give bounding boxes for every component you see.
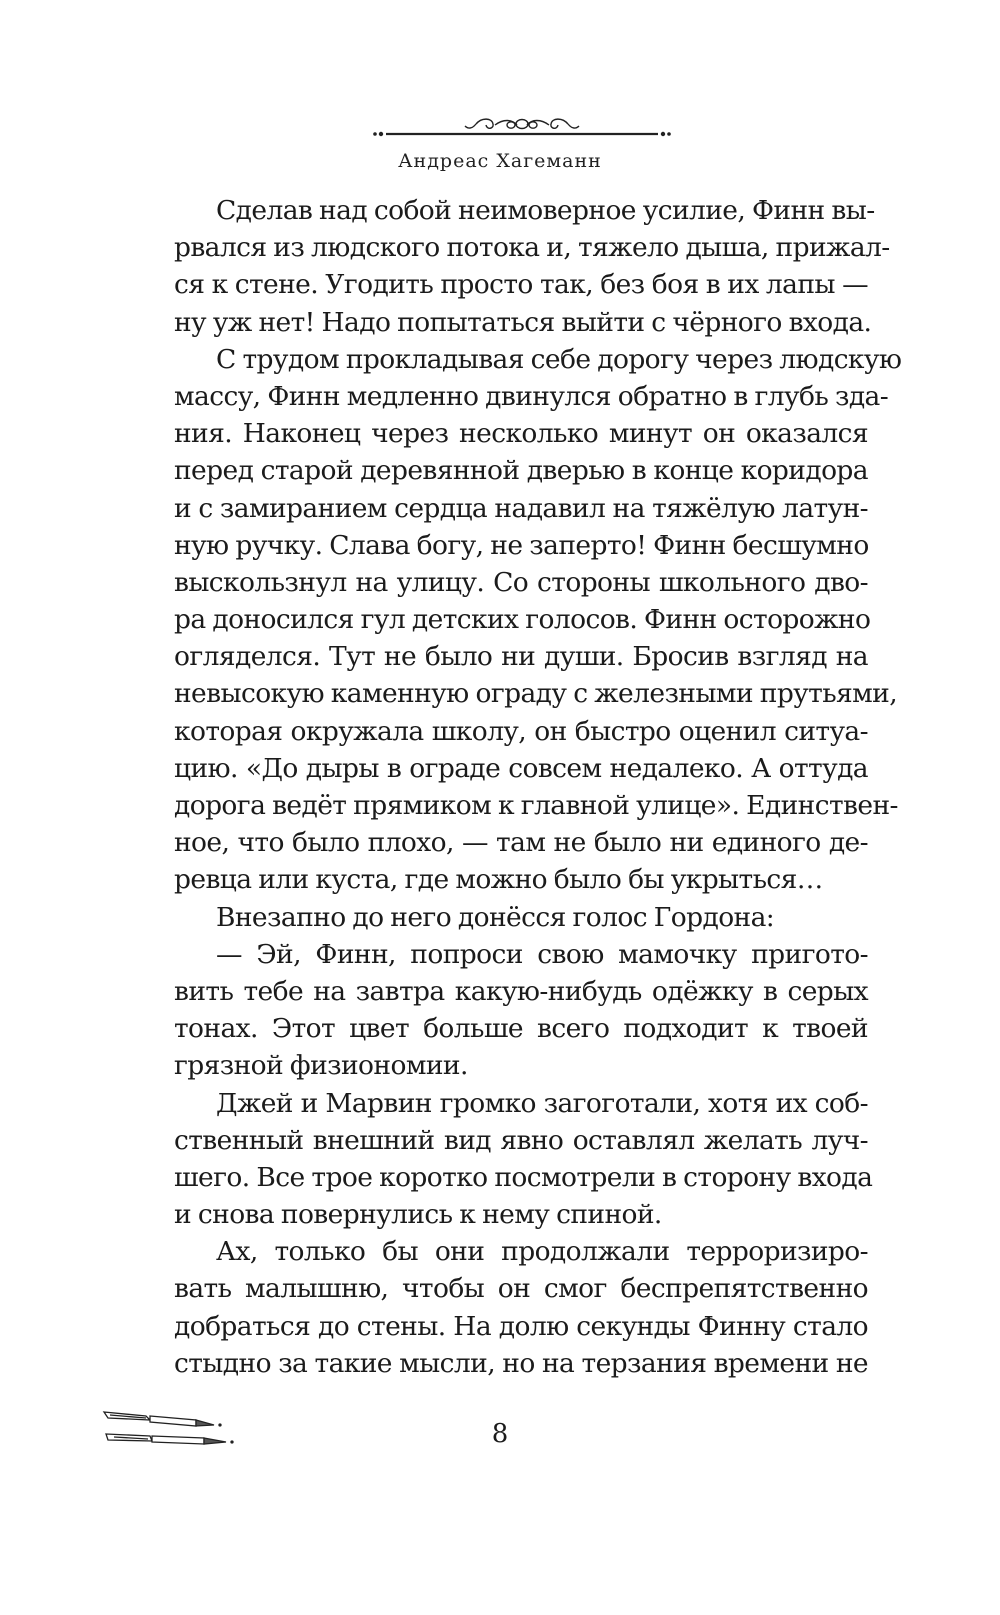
text-line: перед старой деревянной дверью в конце коридора [174,455,868,487]
text-line: стыдно за такие мысли, но на терзания времени не [174,1347,868,1379]
body-text [174,192,902,1382]
text-line: шего. Все трое коротко посмотрели в сторону входа [174,1161,873,1193]
text-line: ное, что было плохо, — там не было ни единого де- [174,827,868,859]
text-line: Джей и Марвин громко загоготали, хотя их соб- [216,1087,868,1119]
text-line: тонах. Этот цвет больше всего подходит к твоей [174,1013,868,1045]
header-ornament-icon [372,114,672,146]
text-line: — Эй, Финн, попроси свою мамочку пригото- [216,938,868,970]
paragraph [174,1085,873,1234]
text-line: рвался из людского потока и, тяжело дыша, прижал- [174,232,890,264]
running-head-author: Андреас Хагеманн [398,150,602,172]
text-line: Ах, только бы они продолжали терроризиро- [216,1236,868,1268]
text-line: огляделся. Тут не было ни души. Бросив взгляд на [174,641,868,673]
text-line: ра доносился гул детских голосов. Финн осторожно [174,604,871,636]
text-line: ную ручку. Слава богу, не заперто! Финн бесшумно [174,529,869,561]
page-number: 8 [491,1419,509,1449]
text-line: дорога ведёт прямиком к главной улице». Единствен- [174,790,898,821]
text-line: добраться до стены. На долю секунды Финну стало [174,1310,868,1342]
text-line: вать малышню, чтобы он смог беспрепятственно [174,1273,868,1305]
text-line: выскользнул на улицу. Со стороны школьного дво- [174,566,868,598]
text-line: массу, Финн медленно двинулся обратно в глубь зда- [174,380,889,412]
paragraph [174,192,890,341]
text-line: ся к стене. Угодить просто так, без боя в их лапы — [174,269,868,301]
text-line: которая окружала школу, он быстро оценил ситуа- [174,715,868,747]
text-line: ния. Наконец через несколько минут он оказался [174,418,868,450]
text-line: вить тебе на завтра какую-нибудь одёжку в серых [174,975,868,1007]
text-line: грязной физиономии. [174,1050,468,1082]
text-line: ственный внешний вид явно оставлял желать луч- [174,1124,868,1156]
paragraph [174,341,902,899]
paragraph [174,1233,868,1382]
text-line: невысокую каменную ограду с железными прутьями, [174,678,898,710]
text-line: Внезапно до него донёсся голос Гордона: [216,901,775,933]
text-line: и снова повернулись к нему спиной. [174,1199,662,1231]
text-line: ну уж нет! Надо попытаться выйти с чёрного входа. [174,306,872,338]
text-line: цию. «До дыры в ограде совсем недалеко. А оттуда [174,752,868,784]
text-line: ревца или куста, где можно было бы укрыться… [174,864,823,896]
text-line: С трудом прокладывая себе дорогу через людскую [216,343,902,375]
paragraph [174,899,868,936]
text-line: Сделав над собой неимоверное усилие, Финн вы- [216,195,875,226]
paragraph [174,936,868,1085]
text-line: и с замиранием сердца надавил на тяжёлую латун- [174,492,868,524]
